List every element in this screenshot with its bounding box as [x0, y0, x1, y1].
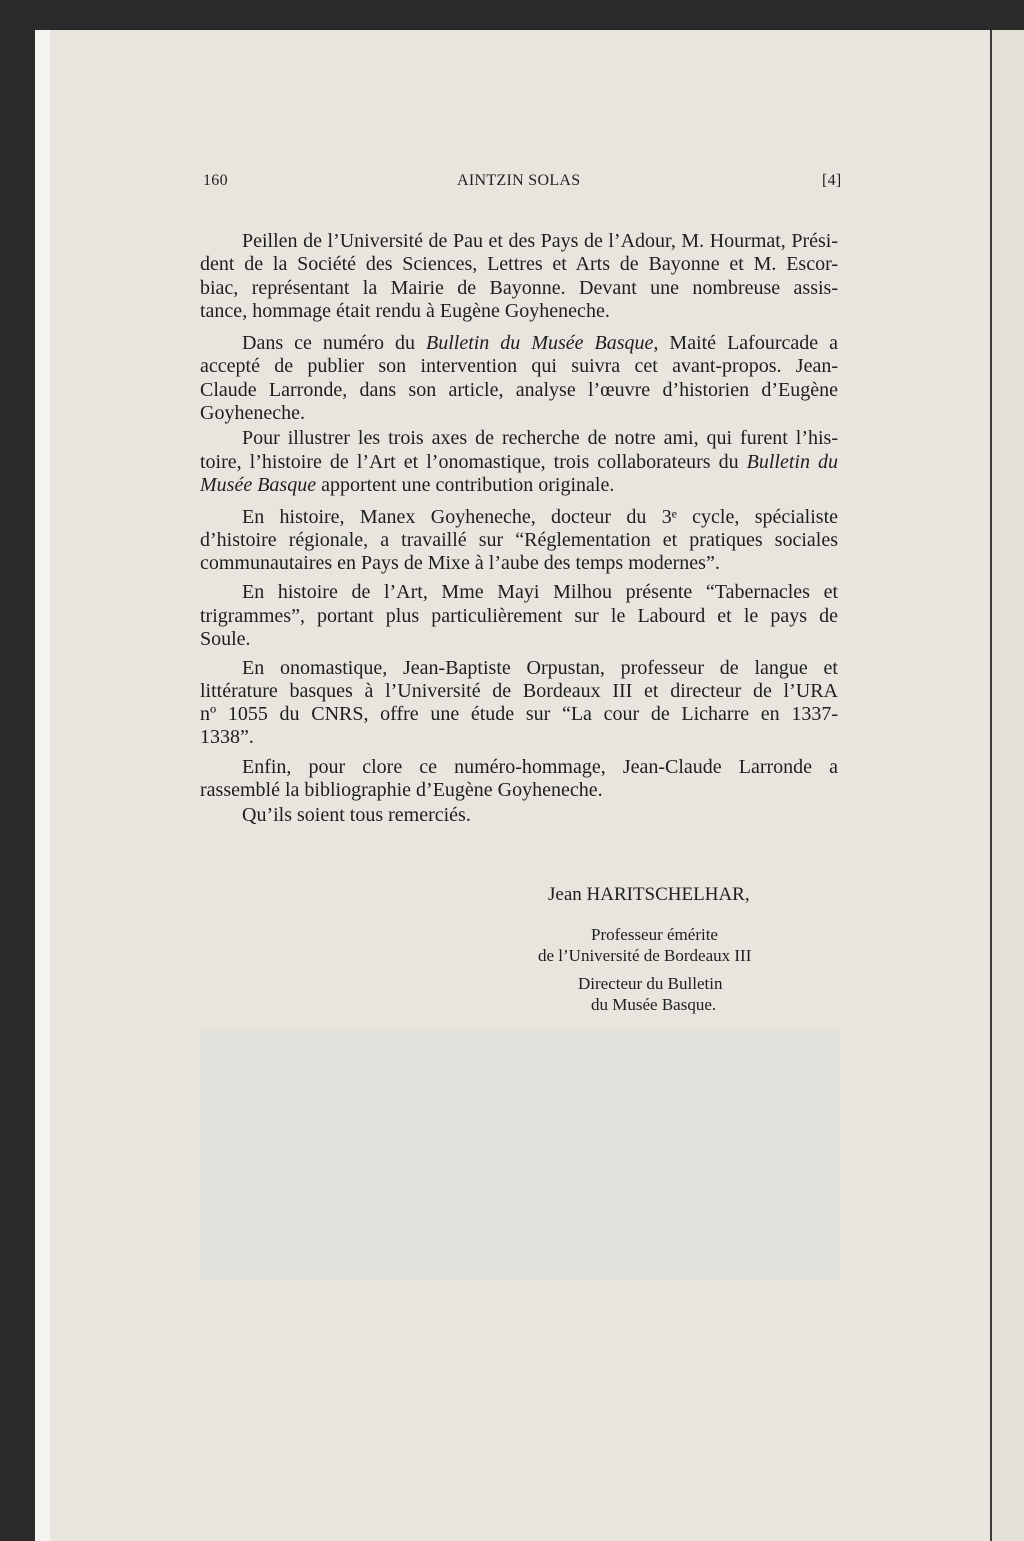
- text-segment: toire, l’histoire de l’Art et l’onomastique, trois collaborateurs du: [200, 451, 747, 473]
- text-line: [200, 756, 838, 779]
- text-segment: Pour illustrer les trois axes de recherche de notre ami, qui furent l’his-: [242, 427, 838, 449]
- running-title: AINTZIN SOLAS: [457, 172, 581, 189]
- text-line: [200, 680, 838, 703]
- text-segment: rassemblé la bibliographie d’Eugène Goyheneche.: [200, 779, 603, 801]
- text-segment: 1338”.: [200, 726, 254, 748]
- author-title-1: Professeur émérite: [591, 925, 718, 944]
- author-title-3: Directeur du Bulletin: [578, 974, 723, 993]
- page-edge: [35, 30, 50, 1541]
- text-segment: Dans ce numéro du: [242, 332, 426, 354]
- text-segment: accepté de publier son intervention qui suivra cet avant-propos. Jean-: [200, 355, 838, 377]
- text-line: [200, 726, 838, 749]
- text-line: [200, 474, 838, 497]
- text-segment: dent de la Société des Sciences, Lettres et Arts de Bayonne et M. Escor-: [200, 253, 838, 275]
- show-through-area: [200, 1030, 840, 1280]
- text-segment: apportent une contribution originale.: [316, 474, 615, 496]
- text-line: [200, 253, 838, 276]
- text-line: [200, 230, 838, 253]
- text-line: [200, 581, 838, 604]
- text-line: [200, 529, 838, 552]
- text-segment: communautaires en Pays de Mixe à l’aube des temps modernes”.: [200, 552, 720, 574]
- section-number: [4]: [822, 172, 842, 189]
- text-segment: Goyheneche.: [200, 402, 305, 424]
- text-line: [200, 451, 838, 474]
- author-title-2: de l’Université de Bordeaux III: [538, 946, 752, 965]
- text-line: [200, 427, 838, 450]
- text-segment: En histoire, Manex Goyheneche, docteur du 3ᵉ cycle, spécialiste: [242, 506, 838, 528]
- text-line: [200, 332, 838, 355]
- adjacent-page-edge: [990, 30, 1024, 1541]
- author-name: Jean HARITSCHELHAR,: [548, 884, 750, 905]
- text-line: [200, 402, 838, 425]
- text-line: [200, 804, 838, 827]
- text-segment: biac, représentant la Mairie de Bayonne. Devant une nombreuse assis-: [200, 277, 838, 299]
- italic-title: Bulletin du Musée Basque,: [425, 332, 659, 354]
- text-line: [200, 552, 838, 575]
- text-line: [200, 628, 838, 651]
- text-segment: Enfin, pour clore ce numéro-hommage, Jean-Claude Larronde a: [242, 756, 838, 778]
- text-segment: Claude Larronde, dans son article, analyse l’œuvre d’historien d’Eugène: [200, 379, 838, 401]
- text-line: [200, 703, 838, 726]
- text-line: [200, 379, 838, 402]
- italic-title: Bulletin du: [746, 451, 838, 473]
- text-segment: tance, hommage était rendu à Eugène Goyheneche.: [200, 300, 610, 322]
- text-segment: Peillen de l’Université de Pau et des Pays de l’Adour, M. Hourmat, Prési-: [242, 230, 838, 252]
- text-line: [200, 277, 838, 300]
- text-segment: En onomastique, Jean-Baptiste Orpustan, professeur de langue et: [242, 657, 838, 679]
- text-segment: littérature basques à l’Université de Bordeaux III et directeur de l’URA: [200, 680, 838, 702]
- text-segment: Maité Lafourcade a: [658, 332, 838, 354]
- page-number: 160: [203, 172, 228, 189]
- text-line: [200, 300, 838, 323]
- text-line: [200, 355, 838, 378]
- text-segment: Soule.: [200, 628, 251, 650]
- italic-title: Musée Basque: [200, 474, 317, 496]
- text-segment: trigrammes”, portant plus particulièrement sur le Labourd et le pays de: [200, 605, 838, 627]
- text-line: [200, 605, 838, 628]
- text-line: [200, 779, 838, 802]
- text-segment: nº 1055 du CNRS, offre une étude sur “La cour de Licharre en 1337-: [200, 703, 838, 725]
- text-line: [200, 506, 838, 529]
- text-segment: Qu’ils soient tous remerciés.: [242, 804, 471, 826]
- text-segment: d’histoire régionale, a travaillé sur “Réglementation et pratiques sociales: [200, 529, 838, 551]
- author-title-4: du Musée Basque.: [591, 995, 717, 1014]
- text-line: [200, 657, 838, 680]
- text-segment: En histoire de l’Art, Mme Mayi Milhou présente “Tabernacles et: [242, 581, 838, 603]
